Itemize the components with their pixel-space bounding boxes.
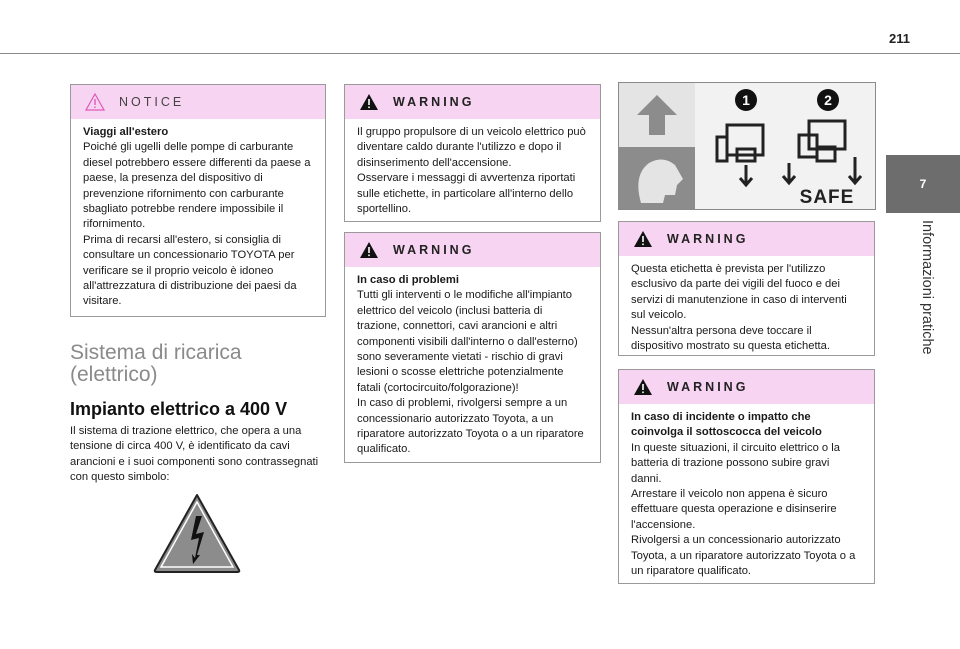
warning-title: WARNING [667,380,749,394]
chapter-number: 7 [919,177,927,191]
warning-header [619,222,874,256]
warning-title: WARNING [667,232,749,246]
warning-title: WARNING [393,95,475,109]
warning-icon [633,230,653,248]
section-title: Sistema di ricarica (elettrico) [70,341,242,386]
high-voltage-icon [152,492,242,574]
warning-header [345,233,600,267]
notice-paragraph: Poiché gli ugelli delle pompe di carburante diesel potrebbero essere differenti da paese a paese, la presenza del dispositivo di prevenzione rifornimento con carburante sbagliato potrebbe rendere impossibile il rifornimento. [83,141,311,231]
section-intro: Il sistema di trazione elettrico, che opera a una tensione di circa 400 V, è identificato da cavi arancioni e i suoi componenti sono contrassegnati con questo simbolo: [70,425,319,484]
warning-icon [633,378,653,396]
notice-box [70,84,326,317]
warning-icon [359,93,379,111]
warning-heading: In caso di incidente o impatto che coinvolga il sottoscocca del veicolo [631,411,822,439]
warning-body [345,119,600,217]
subsection-title: Impianto elettrico a 400 V [70,399,288,419]
warning-icon [359,241,379,259]
warning-paragraph: Questa etichetta è prevista per l'utilizzo esclusivo da parte dei vigili del fuoco e dei servizi di manutenzione in caso di interventi sul veicolo. [631,263,847,322]
safety-label-drawing [619,83,875,209]
warning-paragraph: Il gruppo propulsore di un veicolo elettrico può diventare caldo durante l'utilizzo e dopo il disinserimento dell'accensione. [357,126,586,169]
warning-paragraph: Tutti gli interventi o le modifiche all'impianto elettrico del veicolo (inclusi batteria di trazione, connettori, cavi arancioni e altri componenti visibili dall'interno o dall'esterno) sono severamente vietati - rischio di gravi lesioni o scosse elettriche potenzialmente fatali (cortocircuito/folgorazione)! [357,289,578,394]
marker-2-label: 2 [824,92,832,108]
notice-heading: Viaggi all'estero [83,126,169,138]
warning-body [619,404,874,579]
warning-box [618,369,875,584]
warning-paragraph: Arrestare il veicolo non appena è sicuro effettuare questa operazione e disinserire l'accensione. [631,488,837,531]
warning-heading: In caso di problemi [357,274,459,286]
warning-box [618,221,875,356]
warning-paragraph: In caso di problemi, rivolgersi sempre a un concessionario autorizzato Toyota, a un riparatore autorizzato Toyota o a un riparatore qualificato. [357,397,584,456]
warning-header [619,370,874,404]
page-number: 211 [889,31,910,46]
safety-label-illustration [618,82,876,210]
chapter-title: Informazioni pratiche [919,220,935,355]
notice-header [71,85,325,119]
notice-title: NOTICE [119,95,185,109]
warning-box [344,232,601,463]
warning-header [345,85,600,119]
safe-label: SAFE [799,187,855,208]
marker-1-label: 1 [742,92,750,108]
warning-paragraph: Osservare i messaggi di avvertenza riportati sulle etichette, in particolare all'interno dello sportellino. [357,172,576,216]
warning-box [344,84,601,222]
warning-body [345,267,600,458]
warning-body [619,256,874,354]
notice-body [71,119,325,310]
warning-paragraph: Nessun'altra persona deve toccare il dispositivo mostrato su questa etichetta. [631,324,830,353]
warning-paragraph: Rivolgersi a un concessionario autorizzato Toyota, a un riparatore autorizzato Toyota o a un riparatore qualificato. [631,534,856,578]
warning-title: WARNING [393,243,475,257]
notice-icon [85,93,105,111]
top-rule [0,53,960,54]
chapter-tab[interactable] [886,155,960,213]
notice-paragraph: Prima di recarsi all'estero, si consiglia di consultare un concessionario TOYOTA per verificare se il proprio veicolo è idoneo all'attrezzatura di distribuzione dei paesi da visitare. [83,233,297,308]
warning-paragraph: In queste situazioni, il circuito elettrico o la batteria di trazione possono subire gravi danni. [631,441,840,485]
